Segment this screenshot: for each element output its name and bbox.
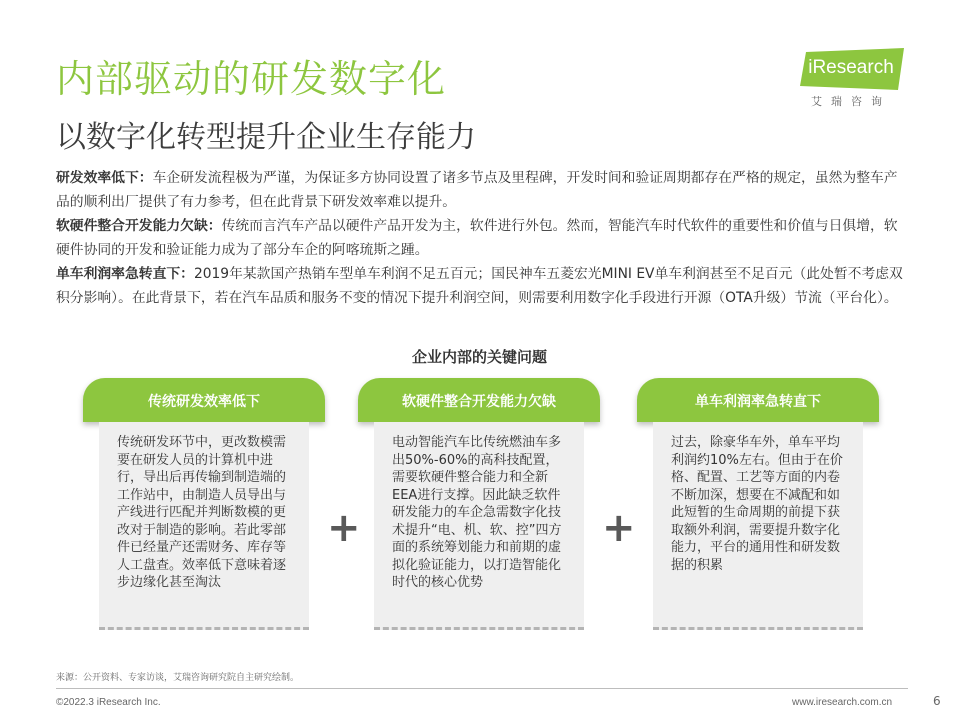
copyright: ©2022.3 iResearch Inc.: [56, 697, 161, 708]
card-header: [83, 378, 325, 422]
card-title: 单车利润率急转直下: [695, 394, 821, 410]
paragraph-integration: [56, 214, 908, 262]
card-integration: [358, 378, 600, 630]
card-body: 过去，除豪华车外，单车平均利润约10%左右。但由于在价格、配置、工艺等方面的内卷不断加深，想要在不减配和如此短暂的生命周期的前提下获取额外利润，需要提升数字化能力，平台的通用性和研发数据的积累: [653, 422, 863, 630]
body-text: [56, 166, 908, 310]
source-note: 来源：公开资料、专家访谈，艾瑞咨询研究院自主研究绘制。: [56, 673, 300, 683]
card-body: 传统研发环节中，更改数模需要在研发人员的计算机中进行，导出后再传输到制造端的工作站中，由制造人员导出与产线进行匹配并判断数模的更改对于制造的影响。若此零部件已经量产还需财务、库存等人工盘查。效率低下意味着逐步边缘化甚至淘汰: [99, 422, 309, 630]
paragraph-text: 2019年某款国产热销车型单车利润不足五百元；国民神车五菱宏光MINI EV单车利润甚至不足百元（此处暂不考虑双积分影响）。在此背景下，若在汽车品质和服务不变的情况下提升利润空间，则需要利用数字化手段进行开源（OTA升级）节流（平台化）。: [56, 266, 903, 306]
paragraph-efficiency: [56, 166, 908, 214]
card-profit: [637, 378, 879, 630]
section-title: 企业内部的关键问题: [411, 348, 547, 366]
paragraph-label: 软硬件整合开发能力欠缺：: [56, 218, 222, 234]
paragraph-label: 单车利润率急转直下：: [56, 266, 194, 282]
iresearch-logo: [792, 48, 910, 112]
card-header: [358, 378, 600, 422]
card-efficiency: [83, 378, 325, 630]
plus-icon: +: [327, 505, 361, 551]
card-title: 软硬件整合开发能力欠缺: [402, 394, 556, 410]
paragraph-text: 车企研发流程极为严谨，为保证多方协同设置了诸多节点及里程碑，开发时间和验证周期都存在严格的规定，虽然为整车产品的顺利出厂提供了有力参考，但在此背景下研发效率难以提升。: [56, 170, 898, 210]
logo-name: iResearch: [808, 57, 894, 78]
card-header: [637, 378, 879, 422]
page-title: 内部驱动的研发数字化: [56, 57, 447, 101]
paragraph-label: 研发效率低下：: [56, 170, 153, 186]
website-url: www.iresearch.com.cn: [792, 697, 893, 708]
paragraph-profit: [56, 262, 908, 310]
logo-subtitle: 艾瑞咨询: [811, 95, 891, 108]
card-title: 传统研发效率低下: [148, 394, 260, 410]
card-body: 电动智能汽车比传统燃油车多出50%-60%的高科技配置，需要软硬件整合能力和全新EEA进行支撑。因此缺乏软件研发能力的车企急需数字化技术提升“电、机、软、控”四方面的系统筹划能力和前期的虚拟化验证能力，以打造智能化时代的核心优势: [374, 422, 584, 630]
plus-icon: +: [602, 505, 636, 551]
paragraph-text: 传统而言汽车产品以硬件产品开发为主，软件进行外包。然而，智能汽车时代软件的重要性和价值与日俱增，软硬件协同的开发和验证能力成为了部分车企的阿喀琉斯之踵。: [56, 218, 898, 258]
footer-divider: [56, 688, 908, 689]
page-subtitle: 以数字化转型提升企业生存能力: [56, 120, 476, 155]
page-number: 6: [933, 694, 941, 708]
